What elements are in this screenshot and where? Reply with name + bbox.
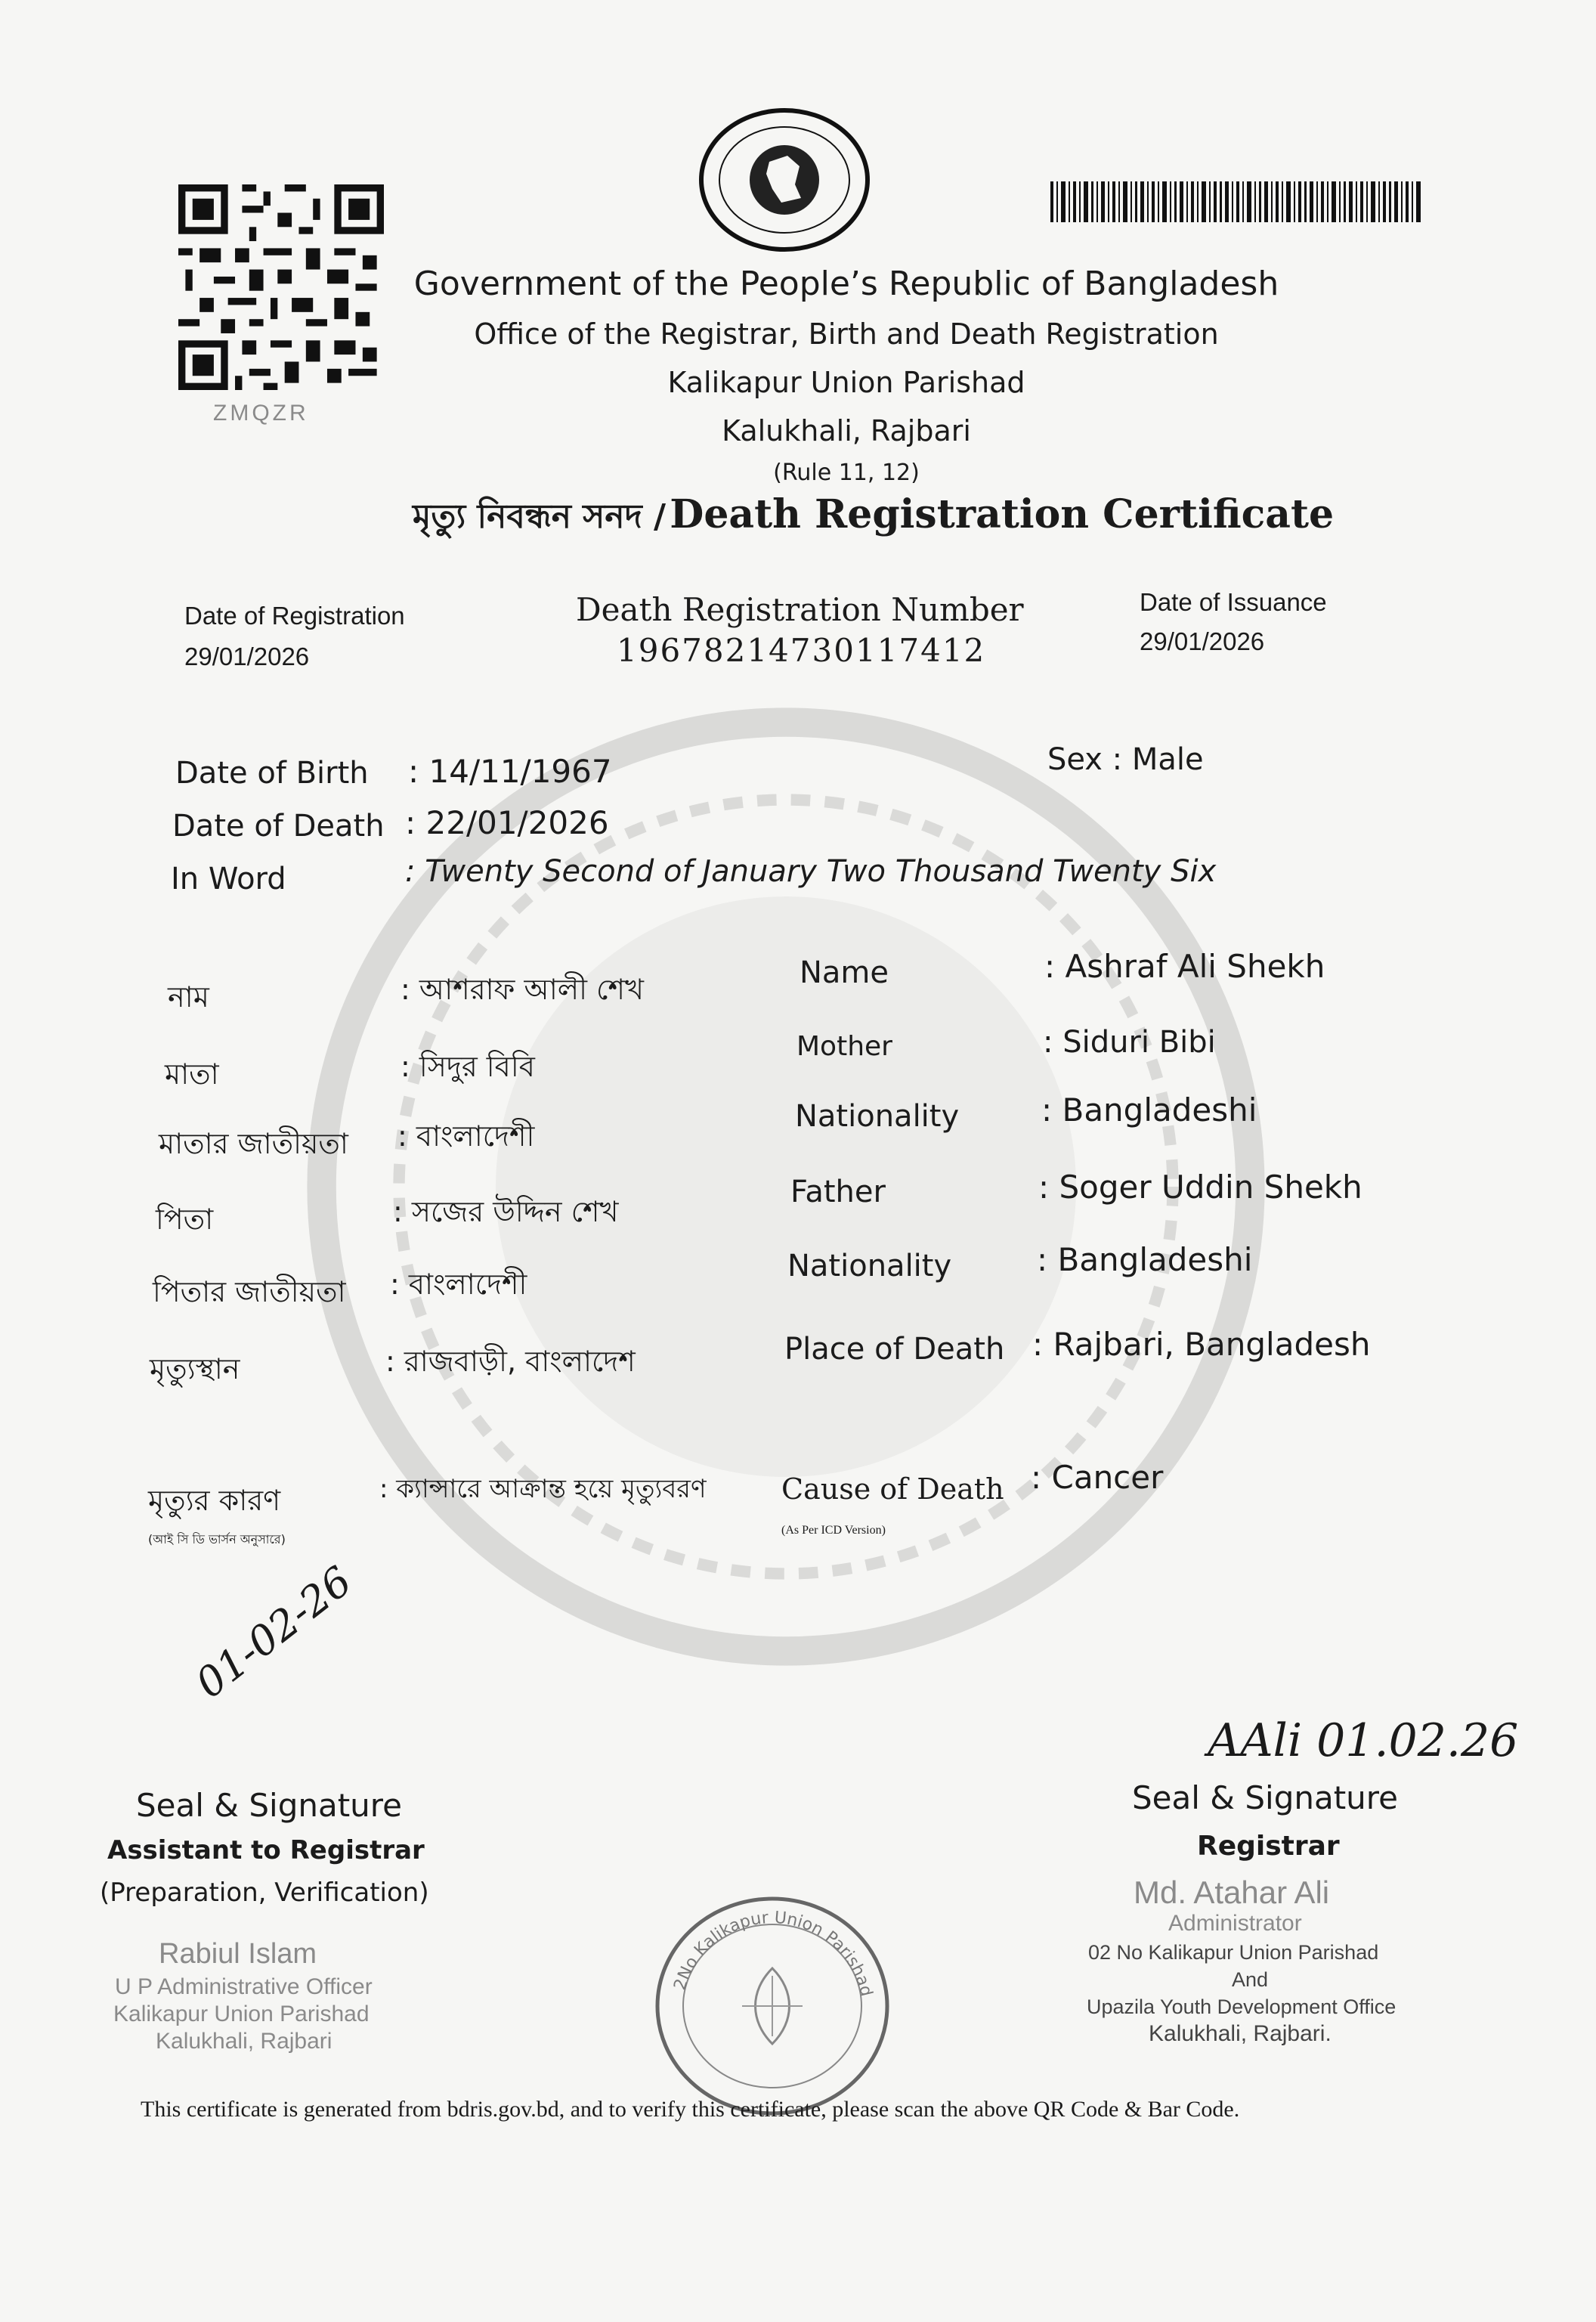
header-office: Office of the Registrar, Birth and Death Registration [474,317,1219,351]
dod-value: : 22/01/2026 [405,804,609,841]
header-location: Kalukhali, Rajbari [722,414,971,447]
barcode [1050,181,1421,222]
bn-label: মাতা [165,1057,219,1091]
registration-date-label: Date of Registration [184,602,405,630]
bn-value: : আশরাফ আলী শেখ [401,973,644,1006]
sex: Sex : Male [1047,742,1204,777]
registrar-role: Registrar [1197,1831,1340,1862]
bn-label: নাম [168,980,209,1014]
en-label: Nationality [795,1099,960,1134]
registration-date: 29/01/2026 [184,642,310,670]
en-label: Cause of Death [781,1472,1004,1506]
registrar-stamp-line5: Upazila Youth Development Office [1087,1995,1396,2018]
en-note: (As Per ICD Version) [781,1524,886,1537]
header-government: Government of the People’s Republic of Bangladesh [413,265,1279,303]
registrar-stamp-line2: Administrator [1168,1911,1302,1936]
bn-value: : ক্যান্সারে আক্রান্ত হয়ে মৃত্যুবরণ [379,1474,707,1504]
en-value: : Bangladeshi [1037,1241,1253,1278]
seal-text-path: 2No Kalikapur Union Parishad [670,1908,876,1998]
bn-label: মৃত্যুর কারণ [148,1484,281,1517]
registration-number: 19678214730117412 [617,632,986,669]
assistant-sub: (Preparation, Verification) [100,1878,429,1908]
issuance-date-label: Date of Issuance [1140,588,1327,616]
registrar-signature: AAli 01.02.26 [1208,1714,1519,1767]
en-value: : Cancer [1031,1459,1164,1496]
bn-label: পিতা [156,1203,214,1236]
bn-label: মাতার জাতীয়তা [159,1127,348,1160]
in-word-label: In Word [171,862,286,896]
footer-note: This certificate is generated from bdris.gov.bd, and to verify this certificate, please scan the above QR Code & Bar Code. [141,2097,1240,2122]
en-label: Mother [796,1031,892,1062]
in-word-value: : Twenty Second of January Two Thousand Twenty Six [405,854,1217,889]
dob-label: Date of Birth [175,756,369,791]
bn-label: পিতার জাতীয়তা [153,1275,346,1308]
assistant-stamp-line3: Kalikapur Union Parishad [113,2002,370,2026]
assistant-stamp-line2: U P Administrative Officer [115,1974,373,1999]
bn-note: (আই সি ডি ভার্সন অনুসারে) [148,1532,286,1546]
assistant-role: Assistant to Registrar [107,1835,425,1865]
en-label: Place of Death [784,1332,1005,1367]
registrar-caption: Seal & Signature [1132,1779,1398,1816]
title-bengali: মৃত্যু নিবন্ধন সনদ / [413,497,667,536]
registrar-stamp-line6: Kalukhali, Rajbari. [1149,2021,1332,2046]
assistant-stamp-line4: Kalukhali, Rajbari [156,2029,332,2054]
en-value: : Soger Uddin Shekh [1038,1169,1362,1206]
assistant-caption: Seal & Signature [136,1787,402,1824]
en-value: : Rajbari, Bangladesh [1032,1326,1371,1363]
bn-label: মৃত্যুস্থান [150,1352,240,1385]
en-value: : Ashraf Ali Shekh [1044,948,1325,985]
bn-value: : সজের উদ্দিন শেখ [393,1195,619,1228]
bn-value: : বাংলাদেশী [390,1268,527,1301]
registrar-stamp-line4: And [1232,1968,1269,1991]
government-emblem [697,106,872,254]
header-union: Kalikapur Union Parishad [667,366,1025,399]
registrar-stamp-name: Md. Atahar Ali [1134,1875,1330,1910]
dob-value: : 14/11/1967 [408,753,612,790]
en-label: Father [790,1175,886,1209]
qr-code-text: ZMQZR [213,401,309,426]
bn-value: : সিদুর বিবি [401,1050,535,1083]
registration-number-label: Death Registration Number [576,591,1024,628]
header-rule: (Rule 11, 12) [773,460,920,486]
qr-code [178,184,384,390]
title-english: Death Registration Certificate [670,491,1335,537]
assistant-signature: 01-02-26 [187,1556,361,1707]
certificate-title [413,491,1334,546]
en-label: Nationality [787,1249,952,1283]
en-label: Name [800,955,889,990]
en-value: : Bangladeshi [1041,1091,1257,1128]
assistant-stamp-name: Rabiul Islam [159,1938,317,1970]
dod-label: Date of Death [172,809,385,844]
en-value: : Siduri Bibi [1043,1025,1216,1060]
bn-value: : বাংলাদেশী [397,1119,535,1153]
registrar-stamp-line3: 02 No Kalikapur Union Parishad [1088,1941,1379,1964]
issuance-date: 29/01/2026 [1140,627,1265,655]
union-parishad-seal [651,1893,893,2119]
bn-value: : রাজবাড়ী, বাংলাদেশ [385,1345,636,1378]
